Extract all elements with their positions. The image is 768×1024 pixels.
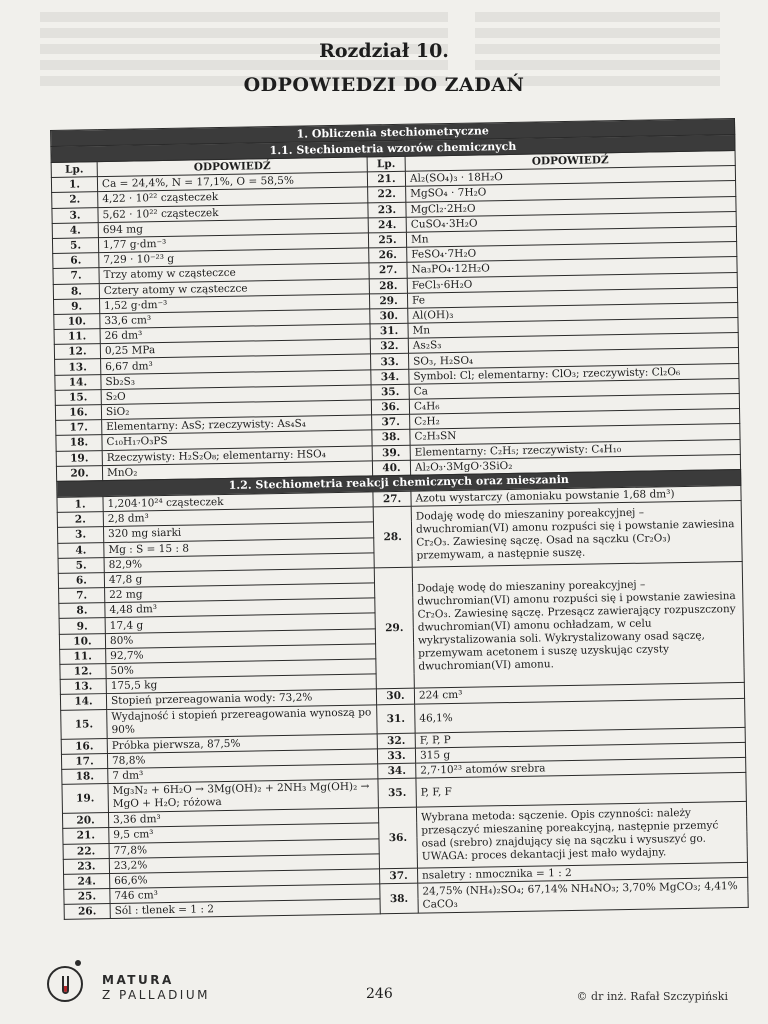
- lp-header: Lp.: [367, 156, 405, 172]
- lp-cell: 21.: [367, 171, 405, 187]
- page-heading: ODPOWIEDZI DO ZADAŃ: [243, 74, 525, 96]
- answer-header: ODPOWIEDŹ: [97, 157, 367, 177]
- lp-cell: 18.: [62, 768, 108, 784]
- answer-cell: Al₂(SO₄)₃ · 18H₂O: [405, 166, 735, 187]
- brand-line-1: MATURA: [102, 973, 174, 987]
- lp-cell: 1.: [57, 497, 103, 513]
- lp-cell: 19.: [62, 784, 108, 814]
- answer-cell: Al₂O₃·3MgO·3SiO₂: [410, 454, 740, 475]
- answer-cell: 2,7·10²³ atomów srebra: [416, 757, 746, 778]
- answer-cell: 224 cm³: [414, 683, 744, 704]
- lp-cell: 37.: [379, 868, 417, 884]
- title-block: [0, 40, 768, 96]
- lp-cell: 6.: [53, 253, 99, 269]
- lp-cell: 23.: [368, 202, 406, 218]
- lp-cell: 7.: [53, 268, 99, 284]
- answer-cell: 4,48 dm³: [105, 598, 375, 618]
- lp-cell: 17.: [61, 753, 107, 769]
- lp-cell: 27.: [369, 263, 407, 279]
- answer-cell: Azotu wystarczy (amoniaku powstanie 1,68 dm³): [411, 485, 741, 506]
- answer-cell: 1,204·10²⁴ cząsteczek: [103, 492, 373, 512]
- lp-cell: 33.: [377, 748, 415, 764]
- lp-cell: 10.: [54, 314, 100, 330]
- chapter-title: Rozdział 10.: [319, 40, 449, 62]
- answer-cell: Sól : tlenek = 1 : 2: [110, 899, 380, 919]
- logo-dot: [75, 960, 81, 966]
- lp-cell: 14.: [60, 694, 106, 710]
- answer-cell: 24,75% (NH₄)₂SO₄; 67,14% NH₄NO₃; 3,70% MgCO₃; 4,41% CaCO₃: [418, 877, 749, 913]
- lp-cell: 4.: [52, 222, 98, 238]
- lp-cell: 28.: [369, 278, 407, 294]
- lp-cell: 11.: [60, 648, 106, 664]
- answer-header: ODPOWIEDŹ: [405, 151, 735, 172]
- answer-cell: Ca: [409, 378, 739, 399]
- answer-cell: 17,4 g: [105, 613, 375, 633]
- answer-cell: 22 mg: [105, 583, 375, 603]
- answer-cell: Ca = 24,4%, N = 17,1%, O = 58,5%: [97, 172, 367, 192]
- answer-cell: 5,62 · 10²² cząsteczek: [98, 202, 368, 222]
- section-1-2-title: 1.2. Stechiometria reakcji chemicznych oraz mieszanin: [57, 469, 741, 497]
- lp-cell: 17.: [56, 420, 102, 436]
- lp-cell: 13.: [60, 679, 106, 695]
- answer-cell: 66,6%: [110, 869, 380, 889]
- answer-cell: 46,1%: [415, 698, 746, 733]
- answer-cell: 78,8%: [107, 749, 377, 769]
- answer-cell: Mn: [408, 318, 738, 339]
- answers-table-wrapper: [50, 118, 748, 920]
- lp-cell: 38.: [380, 883, 419, 914]
- lp-cell: 37.: [372, 414, 410, 430]
- answer-cell: Trzy atomy w cząsteczce: [99, 263, 369, 283]
- answer-cell: 1,52 g·dm⁻³: [99, 294, 369, 314]
- answer-cell: MnO₂: [102, 461, 372, 481]
- answer-cell: 320 mg siarki: [103, 522, 373, 542]
- lp-cell: 19.: [56, 450, 102, 466]
- page-number: 246: [366, 986, 393, 1002]
- lp-cell: 25.: [368, 232, 406, 248]
- answer-cell: C₂H₃SN: [410, 424, 740, 445]
- answer-cell: 7,29 · 10⁻²³ g: [99, 248, 369, 268]
- lp-cell: 22.: [63, 843, 109, 859]
- lp-cell: 36.: [378, 807, 417, 868]
- lp-cell: 7.: [59, 588, 105, 604]
- lp-cell: 38.: [372, 430, 410, 446]
- lp-cell: 16.: [61, 738, 107, 754]
- test-tube-fill: [64, 986, 67, 992]
- lp-cell: 31.: [377, 704, 416, 734]
- answer-cell: Symbol: Cl; elementarny: ClO₃; rzeczywisty: Cl₂O₆: [409, 363, 739, 384]
- answer-cell: 26 dm³: [100, 324, 370, 344]
- answer-cell: nsaletry : nmocznika = 1 : 2: [417, 862, 747, 883]
- answer-cell: Na₃PO₄·12H₂O: [407, 257, 737, 278]
- lp-cell: 24.: [64, 873, 110, 889]
- answer-cell: Elementarny: AsS; rzeczywisty: As₄S₄: [102, 415, 372, 435]
- lp-cell: 24.: [368, 217, 406, 233]
- copyright: © dr inż. Rafał Szczypiński: [576, 990, 728, 1003]
- answer-cell: 315 g: [415, 742, 745, 763]
- answer-cell: Sb₂S₃: [101, 370, 371, 390]
- answer-cell: 1,77 g·dm⁻³: [98, 233, 368, 253]
- answer-cell: 50%: [106, 659, 376, 679]
- answer-cell: 4,22 · 10²² cząsteczek: [98, 187, 368, 207]
- lp-cell: 12.: [54, 344, 100, 360]
- lp-cell: 14.: [55, 374, 101, 390]
- answer-cell: 3,36 dm³: [108, 808, 378, 828]
- lp-cell: 29.: [374, 567, 414, 689]
- lp-cell: 39.: [372, 445, 410, 461]
- answer-cell: As₂S₃: [408, 333, 738, 354]
- answer-cell: 47,8 g: [104, 568, 374, 588]
- answer-cell: FeSO₄·7H₂O: [407, 242, 737, 263]
- answer-cell: S₂O: [101, 385, 371, 405]
- page-footer: [0, 960, 768, 1020]
- answer-cell: P, F, F: [416, 773, 747, 808]
- answers-table: [50, 118, 749, 920]
- answer-cell: CuSO₄·3H₂O: [406, 211, 736, 232]
- answer-cell: 9,5 cm³: [109, 823, 379, 843]
- lp-cell: 9.: [54, 298, 100, 314]
- answer-cell: MgCl₂·2H₂O: [406, 196, 736, 217]
- section-1-title: 1. Obliczenia stechiometryczne: [51, 119, 735, 147]
- lp-cell: 10.: [59, 633, 105, 649]
- answer-cell: Al(OH)₃: [408, 302, 738, 323]
- answer-cell: Mg : S = 15 : 8: [104, 537, 374, 557]
- lp-cell: 34.: [371, 369, 409, 385]
- answer-cell: 33,6 cm³: [100, 309, 370, 329]
- answer-cell: Próbka pierwsza, 87,5%: [107, 733, 377, 753]
- answer-cell: Mn: [406, 226, 736, 247]
- lp-cell: 18.: [56, 435, 102, 451]
- lp-cell: 16.: [55, 405, 101, 421]
- lp-cell: 26.: [369, 247, 407, 263]
- lp-cell: 8.: [59, 603, 105, 619]
- lp-cell: 30.: [376, 689, 414, 705]
- answer-cell: Dodaję wodę do mieszaniny poreakcyjnej – dwuchromian(VI) amonu rozpuści się i powstanie zawiesina Cr₂O₃. Zawiesinę sączę. Przesącz zawierający rozpuszczony dwuchromian(VI) amonu ochładzam, w celu wykrystalizowania soli. Wykrystalizowany osad sączę, przemywam acetonem i suszę uzyskując czysty dwuchromian(VI) amonu.: [412, 561, 744, 688]
- answer-cell: Mg₃N₂ + 6H₂O → 3Mg(OH)₂ + 2NH₃ Mg(OH)₂ → MgO + H₂O; różowa: [108, 779, 378, 813]
- answer-cell: SiO₂: [101, 400, 371, 420]
- lp-cell: 1.: [51, 177, 97, 193]
- lp-cell: 23.: [63, 858, 109, 874]
- lp-cell: 29.: [369, 293, 407, 309]
- answer-cell: 82,9%: [104, 553, 374, 573]
- lp-cell: 20.: [62, 813, 108, 829]
- lp-header: Lp.: [51, 162, 97, 178]
- lp-cell: 32.: [377, 733, 415, 749]
- answer-cell: Wydajność i stopień przereagowania wynoszą po 90%: [107, 704, 377, 738]
- lp-cell: 15.: [61, 709, 107, 739]
- answer-cell: 694 mg: [98, 218, 368, 238]
- answer-cell: Wybrana metoda: sączenie. Opis czynności: należy przesączyć mieszaninę poreakcyjną, następnie przemyć osad (srebro) znajdujący się na sączku i wysuszyć go. UWAGA: proces dekantacji jest mało wydajny.: [416, 802, 747, 869]
- lp-cell: 21.: [63, 828, 109, 844]
- lp-cell: 2.: [52, 192, 98, 208]
- answer-cell: C₄H₆: [409, 393, 739, 414]
- lp-cell: 4.: [58, 542, 104, 558]
- answer-cell: 746 cm³: [110, 884, 380, 904]
- lp-cell: 26.: [64, 904, 110, 920]
- lp-cell: 3.: [57, 527, 103, 543]
- lp-cell: 2.: [57, 512, 103, 528]
- answer-cell: 7 dm³: [108, 764, 378, 784]
- answer-cell: SO₃, H₂SO₄: [409, 348, 739, 369]
- answer-cell: Stopień przereagowania wody: 73,2%: [106, 689, 376, 709]
- lp-cell: 20.: [56, 465, 102, 481]
- lp-cell: 8.: [53, 283, 99, 299]
- lp-cell: 11.: [54, 329, 100, 345]
- answer-cell: Fe: [407, 287, 737, 308]
- lp-cell: 35.: [378, 778, 417, 808]
- lp-cell: 5.: [52, 238, 98, 254]
- lp-cell: 34.: [378, 763, 416, 779]
- answer-cell: C₂H₂: [410, 409, 740, 430]
- answer-cell: 80%: [105, 628, 375, 648]
- answer-cell: 2,8 dm³: [103, 507, 373, 527]
- answer-cell: Dodaję wodę do mieszaniny poreakcyjnej – dwuchromian(VI) amonu rozpuści się i powstanie zawiesina Cr₂O₃. Zawiesinę sączę. Osad na sączku (Cr₂O₃) przemywam, a następnie suszę.: [411, 501, 742, 568]
- lp-cell: 13.: [55, 359, 101, 375]
- lp-cell: 33.: [371, 354, 409, 370]
- lp-cell: 30.: [370, 308, 408, 324]
- lp-cell: 3.: [52, 207, 98, 223]
- lp-cell: 36.: [371, 399, 409, 415]
- answer-cell: 0,25 MPa: [100, 339, 370, 359]
- section-1-1-title: 1.1. Stechiometria wzorów chemicznych: [51, 135, 735, 163]
- lp-cell: 6.: [58, 572, 104, 588]
- answer-cell: Rzeczywisty: H₂S₂O₈; elementarny: HSO₄: [102, 445, 372, 465]
- lp-cell: 22.: [368, 187, 406, 203]
- lp-cell: 25.: [64, 889, 110, 905]
- answer-cell: MgSO₄ · 7H₂O: [406, 181, 736, 202]
- lp-cell: 28.: [373, 506, 412, 567]
- lp-cell: 40.: [372, 460, 410, 476]
- answer-cell: FeCl₃·6H₂O: [407, 272, 737, 293]
- answer-cell: 23,2%: [109, 854, 379, 874]
- answer-cell: 92,7%: [106, 644, 376, 664]
- brand-line-2: Z PALLADIUM: [102, 988, 210, 1002]
- lp-cell: 31.: [370, 323, 408, 339]
- answer-cell: F, P, P: [415, 727, 745, 748]
- answer-cell: Cztery atomy w cząsteczce: [99, 278, 369, 298]
- lp-cell: 35.: [371, 384, 409, 400]
- answer-cell: 77,8%: [109, 838, 379, 858]
- lp-cell: 15.: [55, 389, 101, 405]
- lp-cell: 32.: [370, 338, 408, 354]
- lp-cell: 5.: [58, 557, 104, 573]
- answer-cell: C₁₀H₁₇O₃PS: [102, 430, 372, 450]
- lp-cell: 27.: [373, 491, 411, 507]
- answer-cell: 6,67 dm³: [101, 354, 371, 374]
- answer-cell: Elementarny: C₂H₅; rzeczywisty: C₄H₁₀: [410, 439, 740, 460]
- lp-cell: 12.: [60, 664, 106, 680]
- lp-cell: 9.: [59, 618, 105, 634]
- answer-cell: 175,5 kg: [106, 674, 376, 694]
